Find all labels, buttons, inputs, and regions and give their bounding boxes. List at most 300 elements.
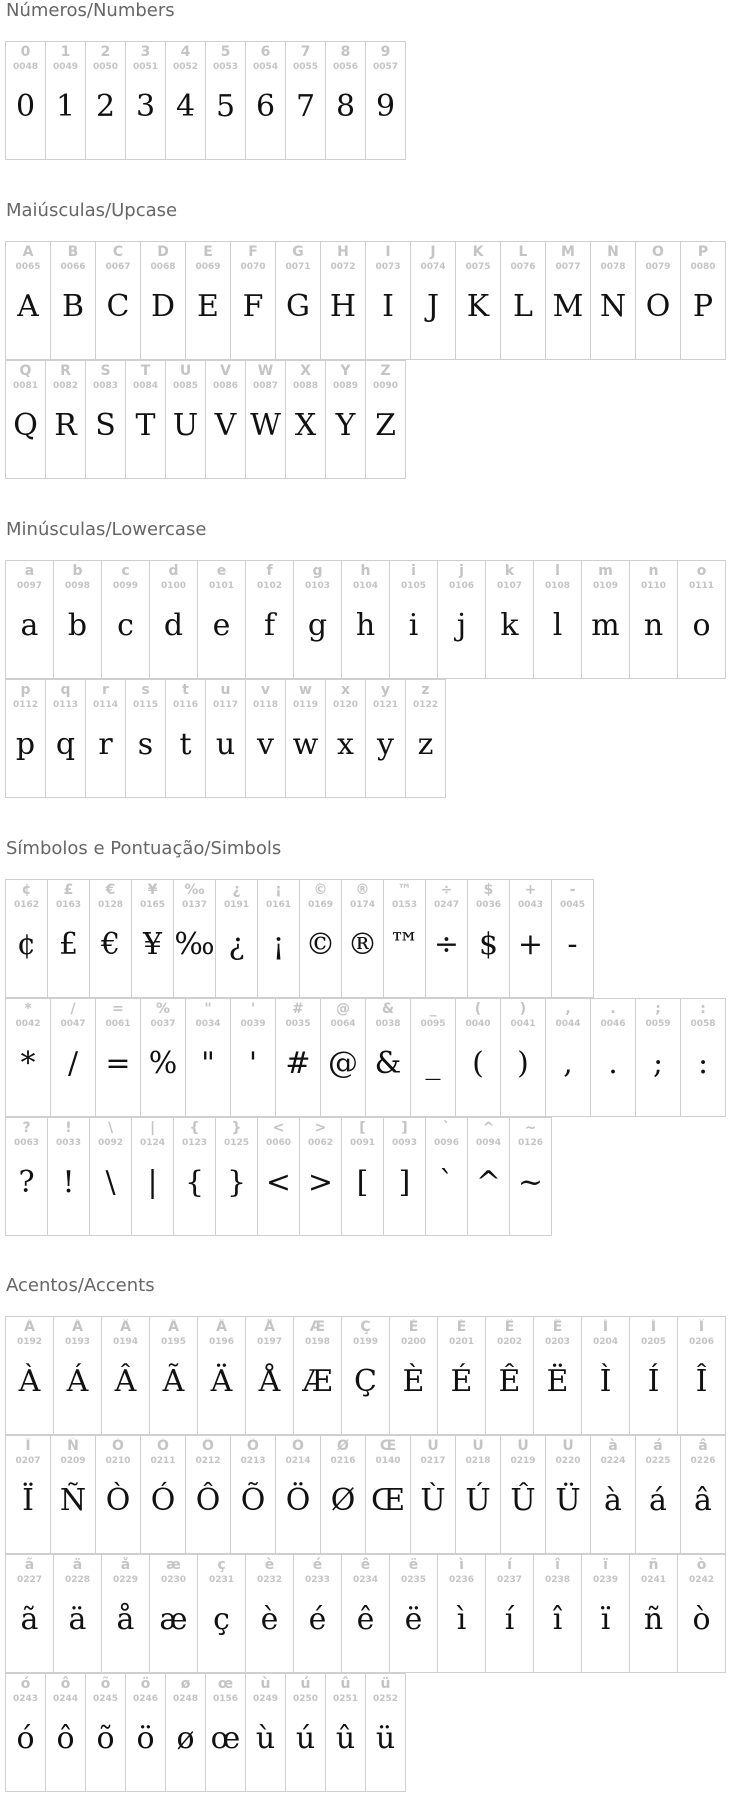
glyph-sample: © xyxy=(305,927,336,962)
glyph-code: 0087 xyxy=(252,381,279,391)
glyph-code: 0238 xyxy=(544,1575,571,1585)
glyph-label: I xyxy=(385,244,391,260)
glyph-label: Ù xyxy=(427,1438,439,1454)
glyph-cell xyxy=(125,679,166,798)
glyph-sample: U xyxy=(172,408,199,443)
glyph-label: Á xyxy=(72,1319,83,1335)
glyph-label: 8 xyxy=(340,44,351,60)
glyph-code: 0226 xyxy=(690,1456,716,1466)
glyph-label: g xyxy=(312,563,323,579)
glyph-label: æ xyxy=(166,1557,181,1573)
glyph-code: 0197 xyxy=(256,1337,283,1347)
glyph-label: Ç xyxy=(360,1319,371,1335)
glyph-label: ™ xyxy=(397,882,412,898)
glyph-code: 0212 xyxy=(195,1456,221,1466)
glyph-cell xyxy=(165,41,206,160)
glyph-code: 0088 xyxy=(292,381,319,391)
glyph-label: À xyxy=(24,1319,35,1335)
glyph-sample: _ xyxy=(425,1046,441,1081)
glyph-sample: V xyxy=(214,408,237,443)
glyph-cell xyxy=(275,241,321,360)
glyph-code: 0220 xyxy=(555,1456,581,1466)
glyph-label: x xyxy=(340,682,351,698)
glyph-label: é xyxy=(312,1557,323,1573)
glyph-code: 0077 xyxy=(555,262,581,272)
glyph-label: ó xyxy=(20,1676,31,1692)
glyph-sample: ò xyxy=(692,1602,711,1637)
glyph-label: ï xyxy=(603,1557,608,1573)
glyph-cell xyxy=(467,1117,510,1236)
glyph-label: E xyxy=(203,244,213,260)
glyph-code: 0111 xyxy=(688,581,715,591)
glyph-cell xyxy=(299,1117,342,1236)
glyph-code: 0110 xyxy=(640,581,667,591)
glyph-label: Y xyxy=(340,363,351,379)
glyph-code: 0112 xyxy=(12,700,39,710)
glyph-code: 0241 xyxy=(640,1575,667,1585)
glyph-label: L xyxy=(518,244,528,260)
glyph-sample: l xyxy=(552,608,563,643)
glyph-sample: [ xyxy=(356,1165,369,1200)
glyph-code: 0107 xyxy=(496,581,523,591)
glyph-sample: j xyxy=(456,608,467,643)
glyph-cell xyxy=(215,879,258,998)
glyph-code: 0126 xyxy=(517,1138,544,1148)
glyph-code: 0045 xyxy=(559,900,586,910)
glyph-cell xyxy=(410,1435,456,1554)
glyph-code: 0043 xyxy=(517,900,544,910)
glyph-code: 0058 xyxy=(690,1019,716,1029)
glyph-cell xyxy=(325,1673,366,1792)
glyph-label: 9 xyxy=(380,44,391,60)
glyph-label: z xyxy=(421,682,430,698)
glyph-code: 0206 xyxy=(688,1337,715,1347)
glyph-code: 0204 xyxy=(592,1337,619,1347)
glyph-sample: ` xyxy=(439,1165,454,1200)
glyph-cell xyxy=(185,1435,231,1554)
glyph-cell xyxy=(680,998,726,1117)
glyph-label: | xyxy=(149,1120,156,1136)
glyph-cell xyxy=(149,1316,198,1435)
glyph-cell xyxy=(677,1554,726,1673)
glyph-sample: Õ xyxy=(240,1483,266,1518)
glyph-cell xyxy=(325,41,366,160)
glyph-sample: ] xyxy=(398,1165,411,1200)
glyph-cell xyxy=(53,560,102,679)
glyph-cell xyxy=(101,1554,150,1673)
glyph-label: ? xyxy=(22,1120,31,1136)
glyph-cell xyxy=(590,1435,636,1554)
glyph-sample: q xyxy=(55,727,76,762)
glyph-sample: ø xyxy=(176,1721,195,1756)
glyph-cell xyxy=(437,560,486,679)
glyph-label: ô xyxy=(60,1676,71,1692)
glyph-cell xyxy=(173,1117,216,1236)
glyph-code: 0113 xyxy=(52,700,79,710)
glyph-sample: Ø xyxy=(330,1483,356,1518)
glyph-label: B xyxy=(67,244,79,260)
glyph-label: i xyxy=(411,563,416,579)
glyph-code: 0097 xyxy=(16,581,43,591)
glyph-cell xyxy=(383,1117,426,1236)
glyph-sample: 2 xyxy=(95,89,116,124)
glyph-cell xyxy=(275,998,321,1117)
glyph-sample: W xyxy=(250,408,281,443)
glyph-sample: ! xyxy=(62,1165,75,1200)
glyph-label: ö xyxy=(140,1676,151,1692)
glyph-sample: I xyxy=(382,289,394,324)
glyph-cell xyxy=(425,879,468,998)
glyph-label: % xyxy=(155,1001,171,1017)
glyph-label: ; xyxy=(655,1001,661,1017)
glyph-code: 0233 xyxy=(304,1575,331,1585)
glyph-sample: ' xyxy=(248,1046,258,1081)
glyph-cell xyxy=(509,1117,552,1236)
glyph-code: 0108 xyxy=(544,581,571,591)
glyph-code: 0055 xyxy=(292,62,319,72)
glyph-cell xyxy=(5,1435,51,1554)
glyph-label: o xyxy=(696,563,707,579)
glyph-code: 0245 xyxy=(92,1694,119,1704)
glyph-code: 0225 xyxy=(645,1456,671,1466)
glyph-label: ! xyxy=(65,1120,72,1136)
glyph-code: 0116 xyxy=(172,700,199,710)
glyph-cell xyxy=(205,41,246,160)
glyph-cell xyxy=(125,360,166,479)
glyph-label: ` xyxy=(443,1120,450,1136)
glyph-code: 0235 xyxy=(400,1575,427,1585)
glyph-sample: æ xyxy=(159,1602,188,1637)
glyph-label: ] xyxy=(401,1120,408,1136)
glyph-cell xyxy=(131,1117,174,1236)
glyph-sample: Ì xyxy=(599,1364,612,1399)
glyph-label: V xyxy=(220,363,231,379)
glyph-code: 0062 xyxy=(307,1138,334,1148)
glyph-code: 0067 xyxy=(105,262,131,272)
glyph-sample: g xyxy=(307,608,328,643)
glyph-sample: F xyxy=(242,289,264,324)
glyph-sample: x xyxy=(337,727,354,762)
glyph-code: 0104 xyxy=(352,581,379,591)
glyph-cell xyxy=(551,879,594,998)
glyph-sample: ; xyxy=(652,1046,664,1081)
glyph-code: 0093 xyxy=(391,1138,418,1148)
glyph-sample: A xyxy=(17,289,39,324)
glyph-label: d xyxy=(168,563,179,579)
glyph-sample: Ö xyxy=(285,1483,311,1518)
glyph-cell xyxy=(500,241,546,360)
glyph-label: Z xyxy=(380,363,391,379)
glyph-sample: < xyxy=(265,1165,292,1200)
glyph-cell xyxy=(50,998,96,1117)
glyph-label: 3 xyxy=(140,44,151,60)
glyph-label: á xyxy=(653,1438,663,1454)
glyph-code: 0106 xyxy=(448,581,475,591)
glyph-sample: ã xyxy=(20,1602,39,1637)
glyph-cell xyxy=(389,1554,438,1673)
glyph-code: 0137 xyxy=(181,900,208,910)
glyph-label: è xyxy=(264,1557,275,1573)
glyph-label: ® xyxy=(355,882,370,898)
glyph-label: £ xyxy=(63,882,74,898)
glyph-sample: Z xyxy=(375,408,396,443)
glyph-cell xyxy=(365,360,406,479)
glyph-code: 0084 xyxy=(132,381,159,391)
glyph-code: 0083 xyxy=(92,381,119,391)
glyph-cell xyxy=(629,1316,678,1435)
glyph-cell xyxy=(140,998,186,1117)
glyph-sample: 7 xyxy=(295,89,316,124)
glyph-code: 0064 xyxy=(330,1019,356,1029)
glyph-code: 0247 xyxy=(433,900,460,910)
glyph-cell xyxy=(85,1673,126,1792)
glyph-cell xyxy=(285,679,326,798)
glyph-code: 0041 xyxy=(510,1019,536,1029)
glyph-sample: ë xyxy=(404,1602,423,1637)
glyph-code: 0069 xyxy=(195,262,221,272)
glyph-code: 0163 xyxy=(55,900,82,910)
glyph-code: 0038 xyxy=(375,1019,401,1029)
glyph-code: 0040 xyxy=(465,1019,491,1029)
glyph-cell xyxy=(245,1673,286,1792)
glyph-code: 0237 xyxy=(496,1575,523,1585)
glyph-sample: K xyxy=(466,289,490,324)
glyph-cell xyxy=(590,998,636,1117)
glyph-code: 0034 xyxy=(195,1019,221,1029)
glyph-label: Å xyxy=(264,1319,275,1335)
glyph-cell xyxy=(5,360,46,479)
glyph-label: ü xyxy=(380,1676,391,1692)
glyph-code: 0103 xyxy=(304,581,331,591)
glyph-label: Î xyxy=(698,1319,705,1335)
glyph-code: 0085 xyxy=(172,381,199,391)
glyph-sample: * xyxy=(20,1046,36,1081)
glyph-cell xyxy=(95,998,141,1117)
glyph-code: 0065 xyxy=(15,262,41,272)
glyph-label: ì xyxy=(459,1557,464,1573)
glyph-code: 0121 xyxy=(372,700,399,710)
glyph-cell xyxy=(341,1316,390,1435)
glyph-label: c xyxy=(121,563,130,579)
glyph-code: 0080 xyxy=(690,262,716,272)
glyph-code: 0165 xyxy=(139,900,166,910)
glyph-cell xyxy=(455,1435,501,1554)
glyph-label: C xyxy=(112,244,124,260)
glyph-sample: $ xyxy=(478,927,499,962)
glyph-sample: B xyxy=(61,289,85,324)
glyph-code: 0242 xyxy=(688,1575,715,1585)
glyph-cell xyxy=(365,41,406,160)
glyph-cell xyxy=(5,1117,48,1236)
glyph-sample: D xyxy=(150,289,176,324)
glyph-code: 0046 xyxy=(600,1019,626,1029)
glyph-label: Æ xyxy=(309,1319,326,1335)
glyph-cell xyxy=(581,560,630,679)
glyph-code: 0244 xyxy=(52,1694,79,1704)
glyph-sample: á xyxy=(649,1483,667,1518)
glyph-code: 0227 xyxy=(16,1575,43,1585)
glyph-code: 0076 xyxy=(510,262,536,272)
glyph-sample: ù xyxy=(255,1721,276,1756)
glyph-label: H xyxy=(337,244,349,260)
glyph-code: 0214 xyxy=(285,1456,311,1466)
glyph-code: 0047 xyxy=(60,1019,86,1029)
glyph-cell xyxy=(95,1435,141,1554)
glyph-cell xyxy=(257,1117,300,1236)
glyph-cell xyxy=(140,241,186,360)
glyph-cell xyxy=(680,1435,726,1554)
glyph-code: 0218 xyxy=(465,1456,491,1466)
glyph-cell xyxy=(125,41,166,160)
glyph-label: - xyxy=(569,882,576,898)
glyph-sample: } xyxy=(226,1165,247,1200)
glyph-cell xyxy=(365,1673,406,1792)
glyph-code: 0231 xyxy=(208,1575,235,1585)
glyph-label: 2 xyxy=(100,44,111,60)
glyph-label: / xyxy=(70,1001,76,1017)
glyph-sample: û xyxy=(335,1721,356,1756)
glyph-label: Ø xyxy=(337,1438,349,1454)
glyph-sample: £ xyxy=(58,927,79,962)
glyph-sample: X xyxy=(294,408,317,443)
glyph-code: 0213 xyxy=(240,1456,266,1466)
glyph-label: © xyxy=(313,882,328,898)
glyph-sample: Ô xyxy=(195,1483,221,1518)
glyph-label: P xyxy=(697,244,709,260)
glyph-cell xyxy=(197,560,246,679)
section-title: Minúsculas/Lowercase xyxy=(6,519,207,540)
glyph-label: ê xyxy=(360,1557,371,1573)
glyph-code: 0049 xyxy=(52,62,79,72)
glyph-code: 0202 xyxy=(496,1337,523,1347)
glyph-sample: R xyxy=(54,408,77,443)
glyph-code: 0210 xyxy=(105,1456,131,1466)
glyph-label: F xyxy=(248,244,258,260)
glyph-code: 0090 xyxy=(372,381,399,391)
glyph-label: É xyxy=(456,1319,467,1335)
glyph-label: e xyxy=(216,563,227,579)
glyph-label: Ú xyxy=(472,1438,484,1454)
glyph-label: O xyxy=(652,244,664,260)
glyph-sample: p xyxy=(15,727,36,762)
glyph-code: 0205 xyxy=(640,1337,667,1347)
glyph-sample: Û xyxy=(510,1483,536,1518)
glyph-sample: Ó xyxy=(150,1483,176,1518)
glyph-cell xyxy=(125,1673,166,1792)
glyph-cell xyxy=(53,1554,102,1673)
glyph-cell xyxy=(149,1554,198,1673)
glyph-cell xyxy=(320,241,366,360)
glyph-code: 0203 xyxy=(544,1337,571,1347)
glyph-sample: 9 xyxy=(375,89,396,124)
glyph-code: 0219 xyxy=(510,1456,536,1466)
glyph-sample: J xyxy=(426,289,440,324)
glyph-label: a xyxy=(24,563,35,579)
glyph-sample: | xyxy=(147,1165,158,1200)
glyph-label: å xyxy=(120,1557,131,1573)
glyph-cell xyxy=(680,241,726,360)
glyph-code: 0075 xyxy=(465,262,491,272)
glyph-sample: , xyxy=(563,1046,573,1081)
glyph-cell xyxy=(533,560,582,679)
glyph-sample: t xyxy=(179,727,192,762)
glyph-label: ¡ xyxy=(275,882,282,898)
glyph-label: p xyxy=(20,682,31,698)
glyph-code: 0119 xyxy=(292,700,319,710)
glyph-sample: P xyxy=(692,289,714,324)
glyph-code: 0153 xyxy=(391,900,418,910)
glyph-label: ) xyxy=(519,1001,527,1017)
glyph-cell xyxy=(425,1117,468,1236)
glyph-sample: ~ xyxy=(517,1165,544,1200)
glyph-code: 0114 xyxy=(92,700,119,710)
glyph-sample: c xyxy=(117,608,134,643)
glyph-sample: N xyxy=(599,289,627,324)
glyph-sample: Ç xyxy=(354,1364,377,1399)
section-title: Símbolos e Pontuação/Simbols xyxy=(6,838,282,859)
glyph-sample: Î xyxy=(695,1364,708,1399)
glyph-sample: è xyxy=(260,1602,279,1637)
glyph-cell xyxy=(320,998,366,1117)
glyph-cell xyxy=(197,1316,246,1435)
glyph-cell xyxy=(101,1316,150,1435)
glyph-cell xyxy=(341,560,390,679)
glyph-sample: d xyxy=(163,608,184,643)
glyph-cell xyxy=(341,1117,384,1236)
glyph-sample: G xyxy=(286,289,310,324)
glyph-sample: 6 xyxy=(255,89,276,124)
glyph-label: = xyxy=(112,1001,124,1017)
glyph-label: â xyxy=(698,1438,708,1454)
glyph-code: 0059 xyxy=(645,1019,671,1029)
section-title: Maiúsculas/Upcase xyxy=(6,200,178,221)
glyph-cell xyxy=(50,1435,96,1554)
glyph-label: ñ xyxy=(648,1557,659,1573)
glyph-label: \ xyxy=(107,1120,114,1136)
glyph-cell xyxy=(325,679,366,798)
glyph-cell xyxy=(545,1435,591,1554)
glyph-code: 0042 xyxy=(15,1019,41,1029)
glyph-label: w xyxy=(299,682,312,698)
glyph-code: 0250 xyxy=(292,1694,319,1704)
glyph-sample: E xyxy=(197,289,219,324)
glyph-label: 4 xyxy=(180,44,191,60)
glyph-sample: M xyxy=(552,289,584,324)
glyph-cell xyxy=(320,1435,366,1554)
glyph-sample: ) xyxy=(517,1046,529,1081)
glyph-label: . xyxy=(610,1001,616,1017)
glyph-cell xyxy=(590,241,636,360)
glyph-code: 0140 xyxy=(375,1456,401,1466)
glyph-cell xyxy=(389,560,438,679)
glyph-label: + xyxy=(524,882,537,898)
glyph-sample: ¢ xyxy=(16,927,37,962)
glyph-label: r xyxy=(102,682,109,698)
glyph-code: 0198 xyxy=(304,1337,331,1347)
glyph-label: Ñ xyxy=(67,1438,79,1454)
glyph-sample: ê xyxy=(356,1602,375,1637)
glyph-code: 0050 xyxy=(92,62,119,72)
glyph-code: 0196 xyxy=(208,1337,235,1347)
glyph-cell xyxy=(89,1117,132,1236)
glyph-sample: Ñ xyxy=(59,1483,87,1518)
glyph-code: 0207 xyxy=(15,1456,41,1466)
glyph-sample: ó xyxy=(16,1721,35,1756)
glyph-label: ¢ xyxy=(21,882,32,898)
glyph-code: 0036 xyxy=(475,900,502,910)
glyph-cell xyxy=(47,1117,90,1236)
glyph-cell xyxy=(545,998,591,1117)
